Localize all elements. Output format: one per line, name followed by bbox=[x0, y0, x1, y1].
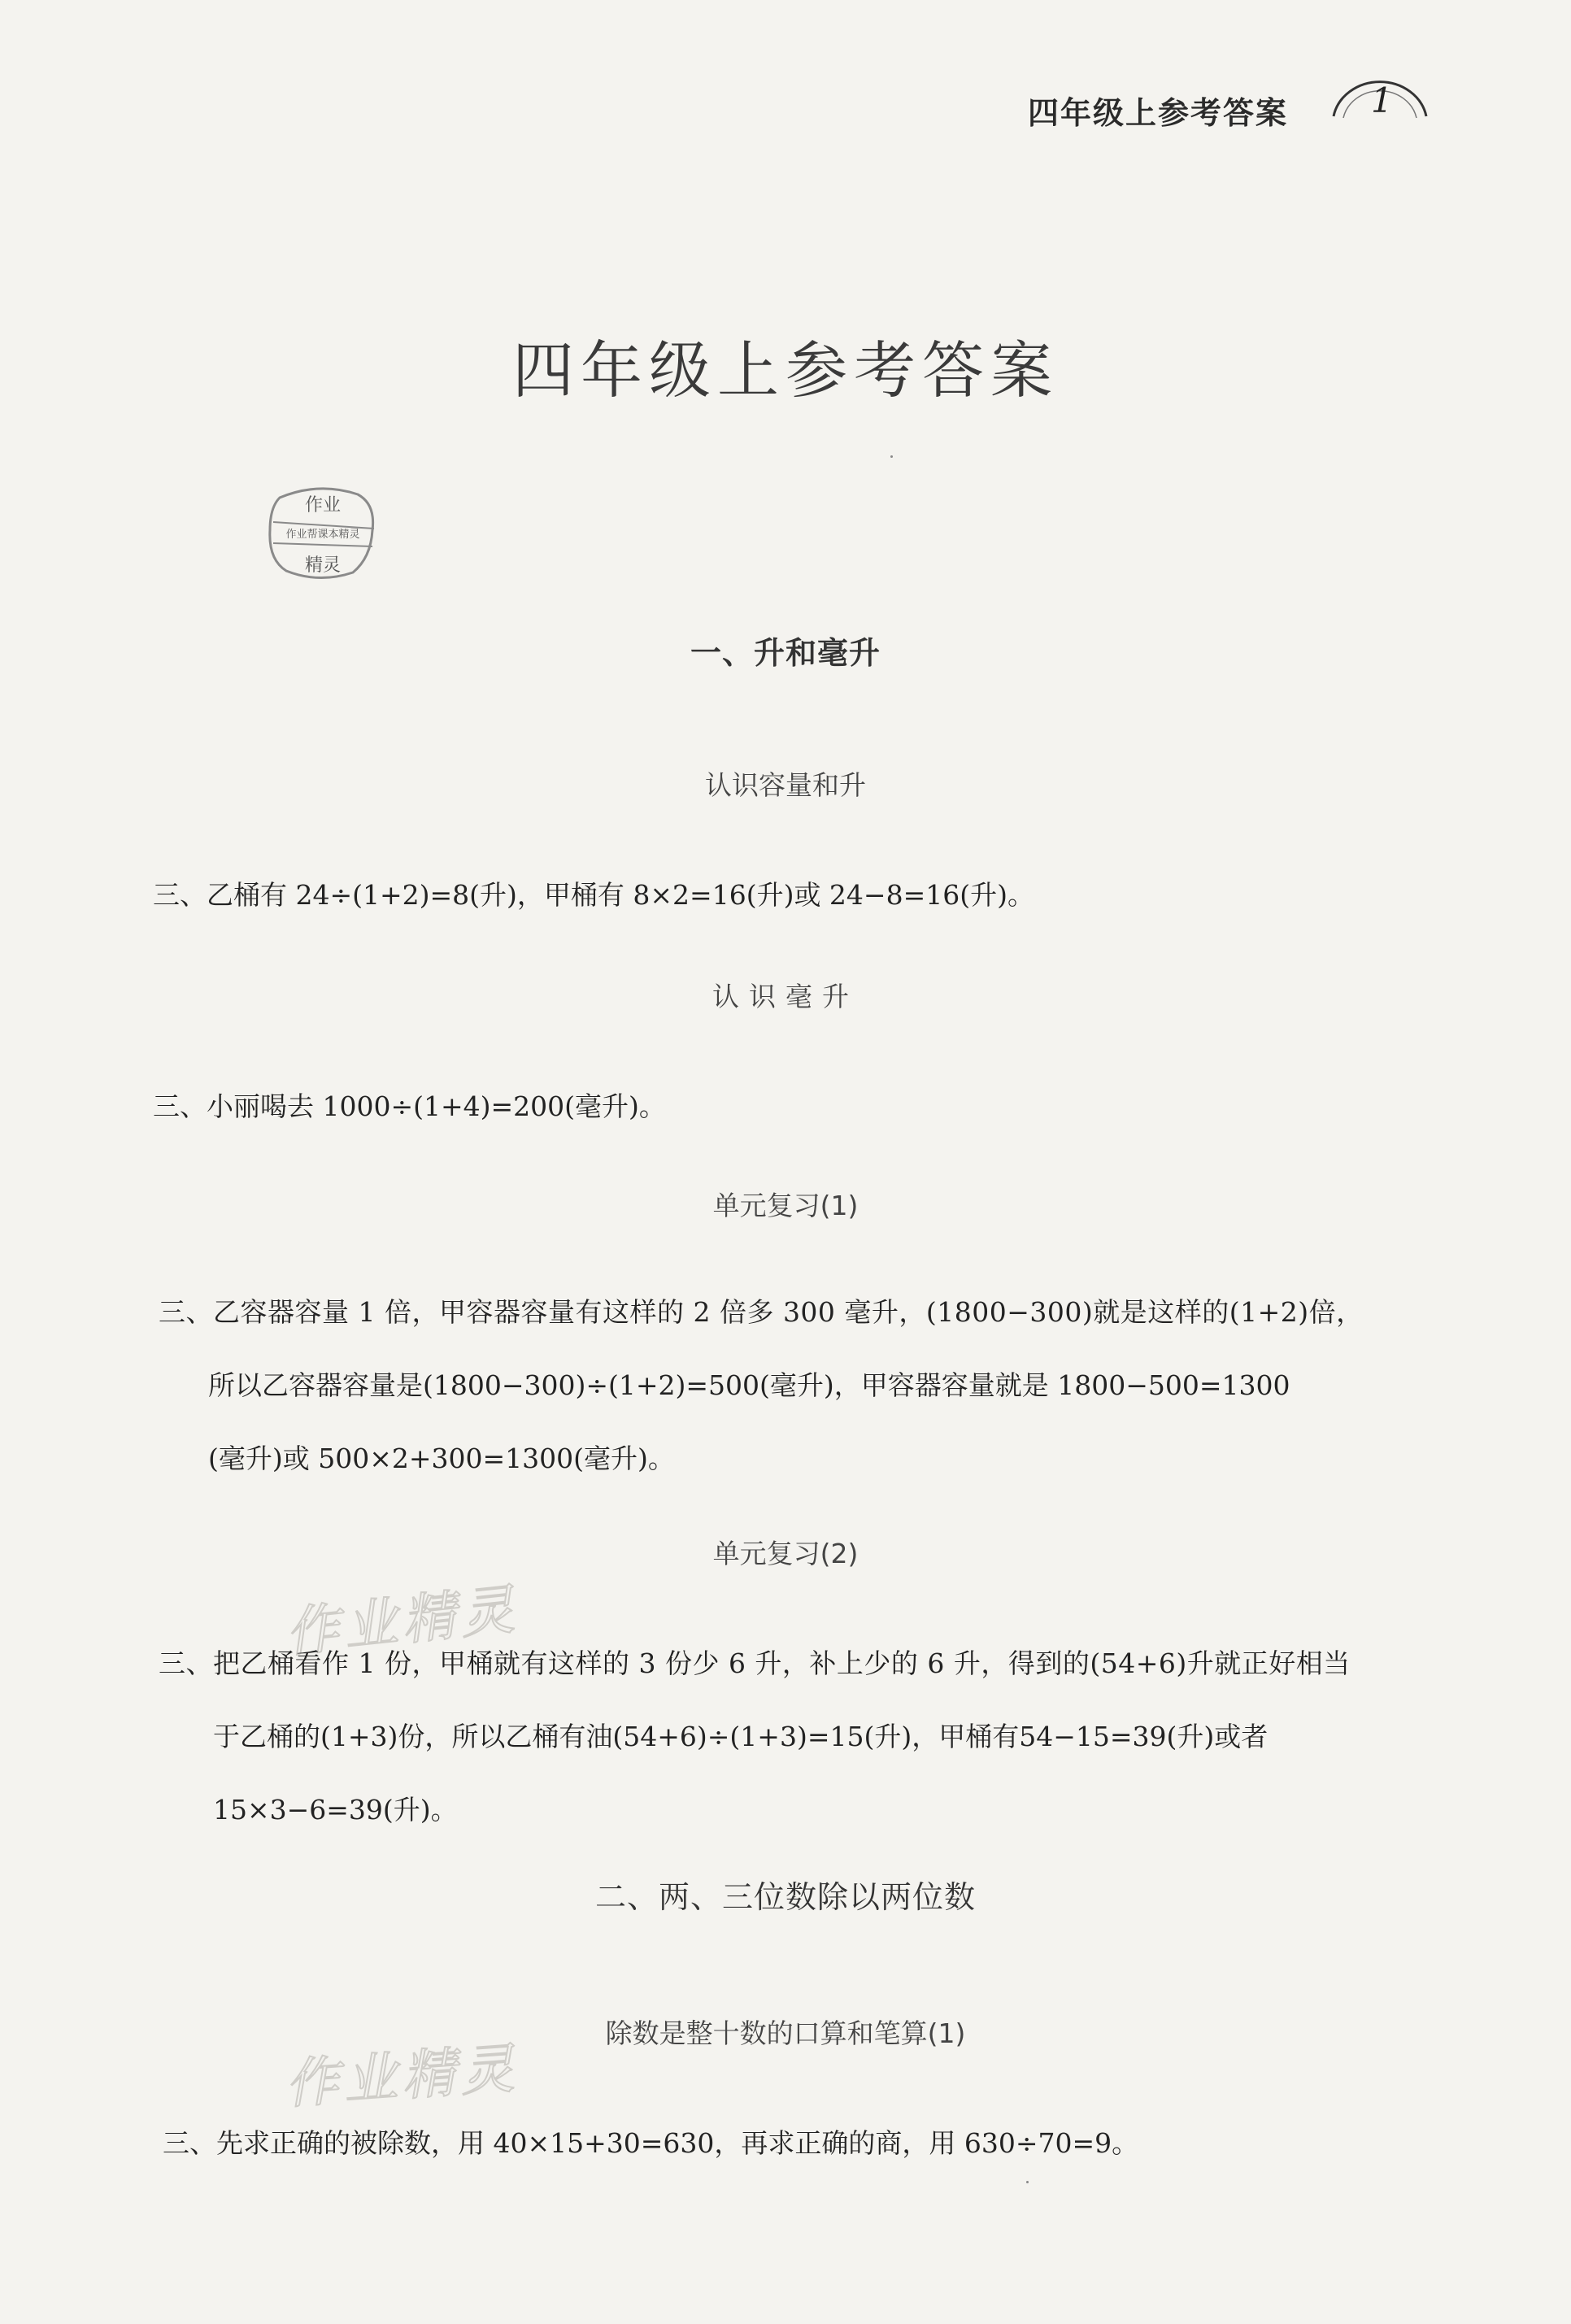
watermark: 作业精灵 bbox=[283, 2037, 521, 2116]
subsection-title: 单元复习(1) bbox=[712, 1190, 859, 1221]
answer-line: 三、小丽喝去 1000÷(1+4)=200(毫升)。 bbox=[153, 1090, 666, 1122]
answer-line: 三、乙桶有 24÷(1+2)=8(升)，甲桶有 8×2=16(升)或 24−8=16(升)。 bbox=[153, 879, 1034, 911]
answer-line: 三、乙容器容量 1 倍，甲容器容量有这样的 2 倍多 300 毫升，(1800−300)就是这样的(1+2)倍， bbox=[159, 1296, 1364, 1328]
subsection-title: 除数是整十数的口算和笔算(1) bbox=[605, 2017, 966, 2049]
answer-line: 于乙桶的(1+3)份，所以乙桶有油(54+6)÷(1+3)=15(升)，甲桶有54−15=39(升)或者 bbox=[213, 1721, 1269, 1752]
page-title: 四年级上参考答案 bbox=[512, 334, 1059, 407]
stamp-label-bottom: 精灵 bbox=[304, 555, 341, 576]
stamp-label-top: 作业 bbox=[304, 495, 341, 516]
answer-line: 三、把乙桶看作 1 份，甲桶就有这样的 3 份少 6 升，补上少的 6 升，得到的(54+6)升就正好相当 bbox=[159, 1647, 1351, 1679]
subsection-title: 认识毫升 bbox=[712, 981, 859, 1012]
subsection-title: 认识容量和升 bbox=[705, 769, 866, 801]
stamp-logo bbox=[262, 480, 384, 585]
running-header bbox=[1028, 81, 1433, 138]
page-number-badge bbox=[1327, 77, 1433, 142]
subsection-title: 单元复习(2) bbox=[712, 1538, 859, 1569]
scan-speck bbox=[1026, 2181, 1029, 2183]
section-heading: 二、两、三位数除以两位数 bbox=[594, 1879, 976, 1915]
page-number: 1 bbox=[1371, 81, 1393, 120]
watermark: 作业精灵 bbox=[282, 1578, 522, 1665]
answer-line: 三、先求正确的被除数，用 40×15+30=630，再求正确的商，用 630÷70=9。 bbox=[163, 2127, 1139, 2159]
answer-line: 15×3−6=39(升)。 bbox=[213, 1794, 458, 1826]
running-header-title: 四年级上参考答案 bbox=[1027, 94, 1288, 131]
scan-speck bbox=[890, 455, 893, 458]
answer-line: (毫升)或 500×2+300=1300(毫升)。 bbox=[208, 1443, 675, 1474]
stamp-label-middle: 作业帮课本精灵 bbox=[285, 529, 360, 541]
answer-line: 所以乙容器容量是(1800−300)÷(1+2)=500(毫升)，甲容器容量就是 1800−500=1300 bbox=[208, 1369, 1290, 1401]
section-heading: 一、升和毫升 bbox=[690, 634, 881, 671]
